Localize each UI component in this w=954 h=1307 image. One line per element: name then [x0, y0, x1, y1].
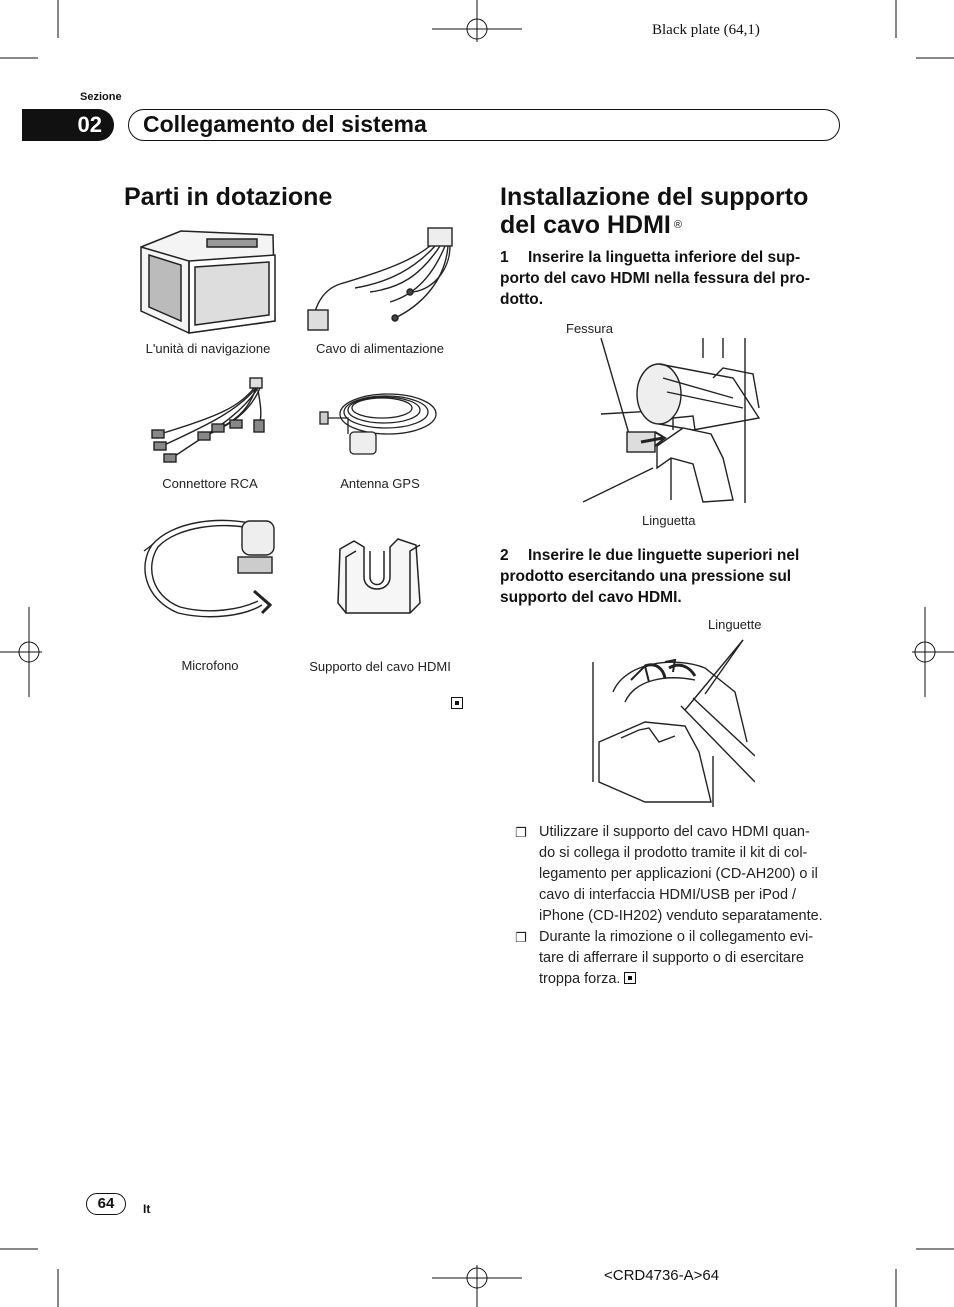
end-of-section-mark	[624, 972, 636, 984]
rca-connector-illustration	[150, 376, 270, 468]
section-title: Collegamento del sistema	[128, 109, 840, 141]
navigation-unit-illustration	[137, 225, 279, 337]
parts-heading: Parti in dotazione	[124, 183, 333, 211]
plate-info: Black plate (64,1)	[652, 22, 760, 38]
step-number: 1	[500, 249, 509, 266]
fig1-label-fessura: Fessura	[566, 321, 613, 336]
microphone-illustration	[142, 515, 282, 619]
part-label: Antenna GPS	[340, 476, 420, 491]
part-label: Microfono	[181, 658, 239, 673]
step-line: porto del cavo HDMI nella fessura del pro-	[500, 270, 811, 287]
note-1	[515, 822, 849, 927]
fig1-label-linguetta: Linguetta	[642, 513, 696, 528]
page-number: 64	[86, 1193, 126, 1215]
note-line: do si collega il prodotto tramite il kit di col-	[539, 845, 808, 861]
note-bullet: ❐	[515, 825, 527, 840]
note-line: Durante la rimozione o il collegamento evi-	[539, 929, 814, 945]
heading-text: del cavo HDMI	[500, 211, 671, 239]
step-line: supporto del cavo HDMI.	[500, 589, 682, 606]
note-line: Utilizzare il supporto del cavo HDMI quan-	[539, 824, 810, 840]
step-2	[500, 545, 845, 608]
fig2-label-linguette: Linguette	[708, 617, 762, 632]
note-bullet: ❐	[515, 930, 527, 945]
step-1	[500, 247, 845, 310]
document-code: <CRD4736-A>64	[604, 1267, 720, 1284]
registered-mark: ®	[673, 219, 682, 231]
heading-line: Installazione del supporto	[500, 183, 809, 211]
note-line	[539, 969, 849, 990]
note-line: cavo di interfaccia HDMI/USB per iPod /	[539, 887, 797, 903]
power-cable-illustration	[300, 222, 460, 334]
gps-antenna-illustration	[318, 378, 442, 460]
step-number: 2	[500, 547, 509, 564]
step-line: prodotto esercitando una pressione sul	[500, 568, 792, 585]
installation-heading	[500, 183, 808, 239]
step-line	[500, 247, 845, 268]
note-line: iPhone (CD-IH202) venduto separatamente.	[539, 908, 823, 924]
step-line: dotto.	[500, 291, 544, 308]
part-label: Connettore RCA	[162, 476, 258, 491]
step-line	[500, 545, 845, 566]
language-code: It	[143, 1202, 151, 1216]
note-2	[515, 927, 849, 990]
note-line: tare di afferrare il supporto o di esercitare	[539, 950, 804, 966]
section-label: Sezione	[80, 91, 122, 103]
end-of-section-mark	[451, 697, 463, 709]
part-label: Supporto del cavo HDMI	[309, 659, 451, 674]
heading-line	[500, 211, 808, 239]
step-text: Inserire la linguetta inferiore del sup-	[528, 249, 801, 266]
section-number-badge: 02	[22, 109, 114, 141]
note-text: troppa forza.	[539, 971, 621, 987]
step-text: Inserire le due linguette superiori nel	[528, 547, 800, 564]
fig1-tab-insertion-illustration	[583, 338, 763, 503]
note-line: legamento per applicazioni (CD-AH200) o il	[539, 866, 818, 882]
hdmi-support-illustration	[336, 537, 426, 617]
fig2-press-tabs-illustration	[585, 632, 755, 807]
part-label: L'unità di navigazione	[145, 341, 271, 356]
part-label: Cavo di alimentazione	[316, 341, 444, 356]
